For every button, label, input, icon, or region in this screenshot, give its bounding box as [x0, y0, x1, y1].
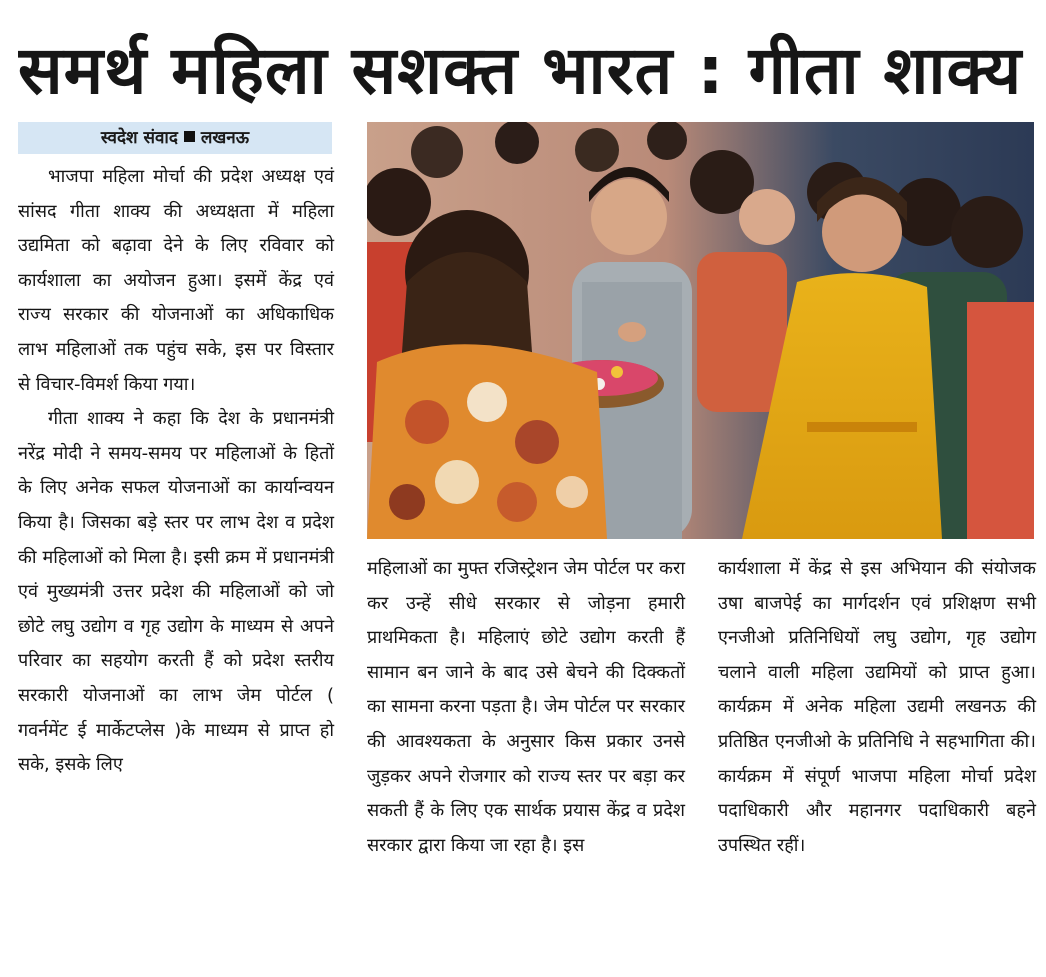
article-column-3: [718, 552, 1036, 863]
article-paragraph-2: गीता शाक्य ने कहा कि देश के प्रधानमंत्री नरेंद्र मोदी ने समय-समय पर महिलाओं के हितों के लिए अनेक सफल योजनाओं का कार्यान्वयन किया है। जिसका बड़े स्तर पर लाभ देश व प्रदेश की महिलाओं को मिला है। इसी क्रम में प्रधानमंत्री एवं मुख्यमंत्री उत्तर प्रदेश की महिलाओं को जो छोटे लघु उद्योग व गृह उद्योग के माध्यम से अपने परिवार का सहयोग करती हैं को प्रदेश स्तरीय सरकारी योजनाओं का लाभ जेम पोर्टल ( गवर्नमेंट ई मार्केटप्लेस )के माध्यम से प्राप्त हो सके, इसके लिए: [18, 408, 334, 776]
news-photo: [367, 122, 1034, 539]
dateline: [18, 122, 332, 154]
dateline-source: स्वदेश संवाद: [100, 128, 178, 148]
article-paragraph-4: कार्यशाला में केंद्र से इस अभियान की संयोजक उषा बाजपेई का मार्गदर्शन एवं प्रशिक्षण सभी एनजीओ प्रतिनिधियों लघु उद्योग, गृह उद्योग चलाने वाली महिला उद्यमियों को प्राप्त हुआ। कार्यक्रम में अनेक महिला उद्यमी लखनऊ की प्रतिष्ठित एनजीओ के प्रतिनिधि ने सहभागिता की। कार्यक्रम में संपूर्ण भाजपा महिला मोर्चा प्रदेश पदाधिकारी और महानगर पदाधिकारी बहने उपस्थित रहीं।: [718, 558, 1036, 856]
dateline-city: लखनऊ: [200, 128, 250, 148]
headline: समर्थ महिला सशक्त भारत : गीता शाक्य: [18, 32, 1023, 109]
article-paragraph-1: भाजपा महिला मोर्चा की प्रदेश अध्यक्ष एवं सांसद गीता शाक्य की अध्यक्षता में महिला उद्यमिता को बढ़ावा देने के लिए रविवार को कार्यशाला का अयोजन हुआ। इसमें केंद्र एवं राज्य सरकार की योजनाओं का अधिकाधिक लाभ महिलाओं तक पहुंच सके, इस पर विस्तार से विचार-विमर्श किया गया।: [18, 166, 334, 395]
article-column-2: [367, 552, 685, 863]
article-column-1: [18, 160, 334, 783]
article-paragraph-3: महिलाओं का मुफ्त रजिस्ट्रेशन जेम पोर्टल पर करा कर उन्हें सीधे सरकार से जोड़ना हमारी प्राथमिकता है। महिलाएं छोटे उद्योग करती हैं सामान बन जाने के बाद उसे बेचने की दिक्कतों का सामना करना पड़ता है। जेम पोर्टल पर सरकार की आवश्यकता के अनुसार किस प्रकार उनसे जुड़कर अपने रोजगार को राज्य स्तर पर बड़ा कर सकती हैं के लिए एक सार्थक प्रयास केंद्र व प्रदेश सरकार द्वारा किया जा रहा है। इस: [367, 558, 685, 856]
square-bullet-icon: [184, 131, 195, 142]
